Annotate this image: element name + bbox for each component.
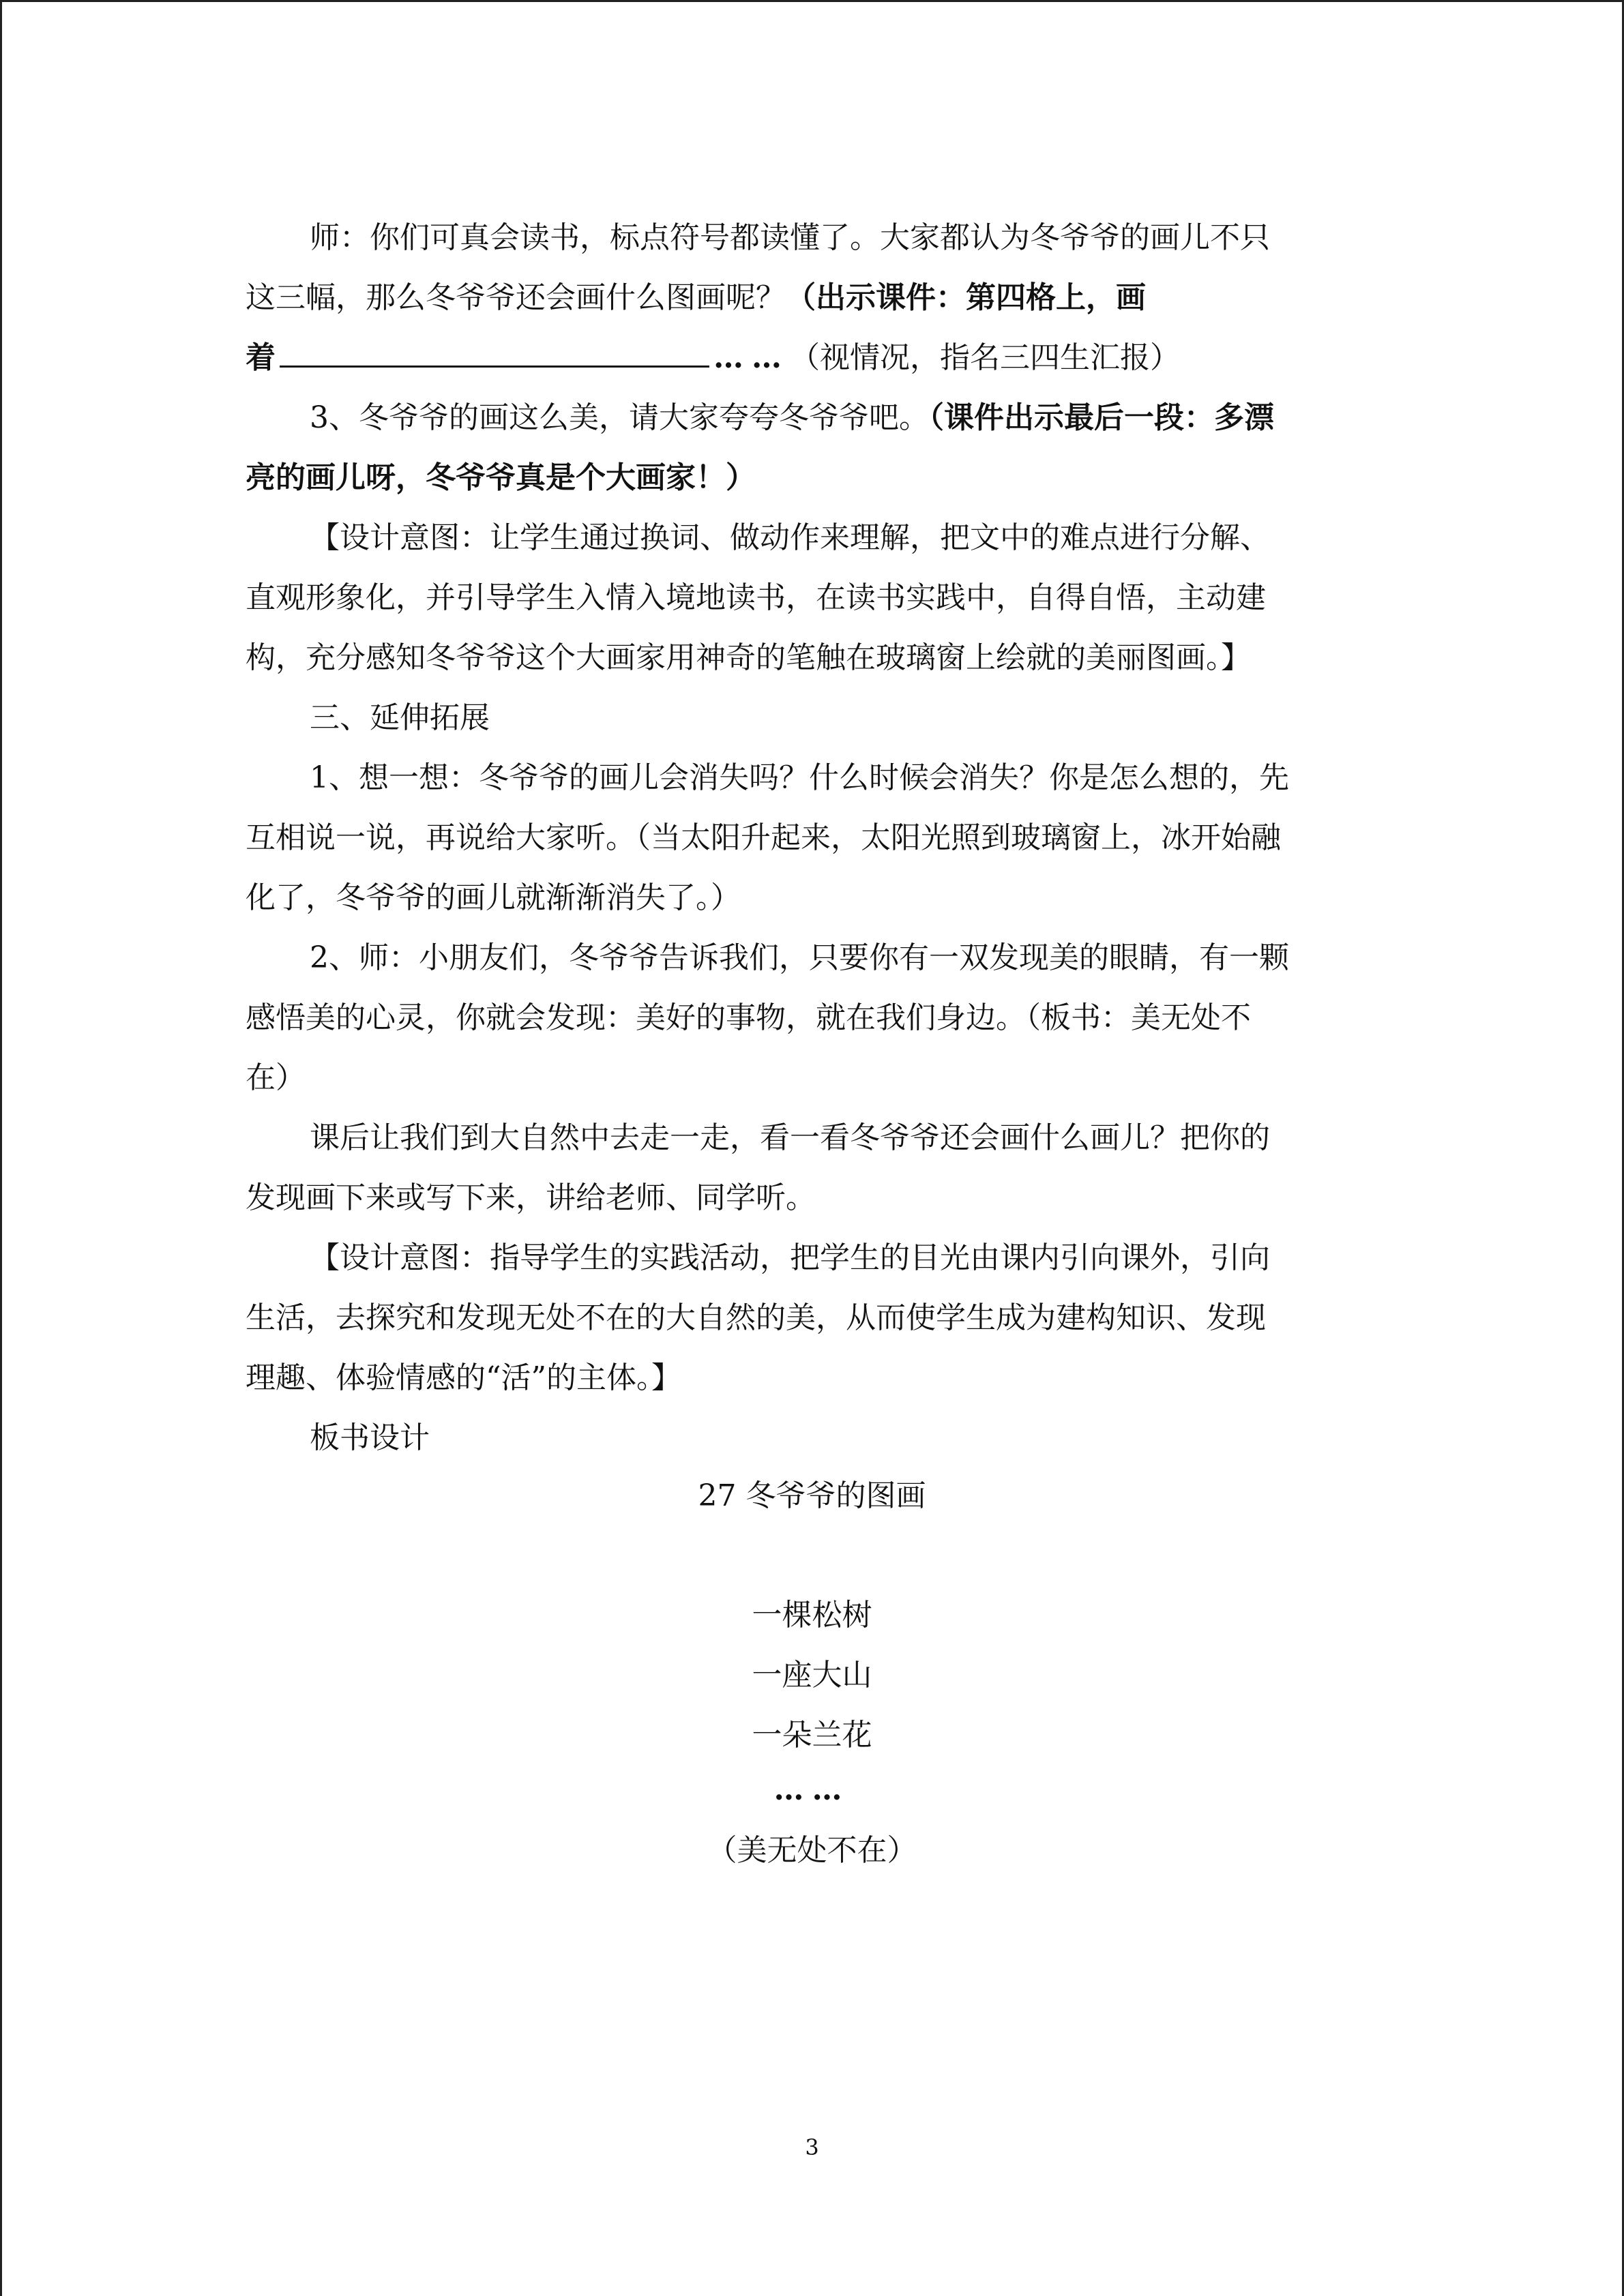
text: 三、延伸拓展 [310, 700, 490, 735]
paragraph-line [246, 268, 1378, 328]
text: 【设计意图：指导学生的实践活动，把学生的目光由课内引向课外，引向 [310, 1240, 1270, 1275]
text: 【设计意图：让学生通过换词、做动作来理解，把文中的难点进行分解、 [310, 520, 1270, 555]
paragraph-line [246, 1108, 1378, 1168]
paragraph-line [246, 808, 1378, 868]
board-title [0, 1466, 1624, 1526]
text: 生活，去探究和发现无处不在的大自然的美，从而使学生成为建构知识、发现 [246, 1300, 1266, 1335]
paragraph-line [246, 988, 1378, 1048]
paragraph-line [246, 208, 1378, 268]
board-ellipsis [0, 1760, 1624, 1820]
paragraph-line [246, 1348, 1378, 1408]
ellipsis: …… [713, 340, 790, 375]
text: 这三幅，那么冬爷爷还会画什么图画呢？ [246, 280, 786, 315]
bold-text: 亮的画儿呀，冬爷爷真是个大画家！） [246, 460, 756, 495]
text: …… [773, 1772, 851, 1807]
text: 板书设计 [310, 1420, 430, 1455]
text: 构，充分感知冬爷爷这个大画家用神奇的笔触在玻璃窗上绘就的美丽图画。】 [246, 640, 1251, 675]
paragraph-line [246, 748, 1378, 808]
board-footer [0, 1821, 1624, 1881]
paragraph-line [246, 448, 1378, 508]
paragraph-line [246, 1168, 1378, 1228]
text: 一朵兰花 [752, 1718, 872, 1753]
bold-text: （出示课件：第四格上，画 [786, 280, 1146, 315]
text: 一棵松树 [752, 1598, 872, 1632]
text: 在） [246, 1060, 306, 1095]
text: 发现画下来或写下来，讲给老师、同学听。 [246, 1180, 816, 1215]
paragraph-line [246, 1228, 1378, 1288]
board-item [0, 1585, 1624, 1645]
paragraph-line [246, 628, 1378, 688]
text: 感悟美的心灵，你就会发现：美好的事物，就在我们身边。（板书：美无处不 [246, 1000, 1251, 1035]
board-design-heading [246, 1408, 1378, 1468]
fill-in-blank [280, 338, 709, 368]
board-item [0, 1645, 1624, 1705]
page-number: 3 [805, 2134, 819, 2160]
text: 直观形象化，并引导学生入情入境地读书，在读书实践中，自得自悟，主动建 [246, 580, 1266, 615]
bold-text: （课件出示最后一段：多漂 [929, 400, 1274, 435]
paragraph-line [246, 1048, 1378, 1108]
text: 3、冬爷爷的画这么美，请大家夸夸冬爷爷吧。 [310, 400, 929, 435]
text: 化了，冬爷爷的画儿就渐渐消失了。） [246, 880, 741, 915]
document-body [246, 208, 1378, 1468]
paragraph-line [246, 868, 1378, 928]
text: 2、师：小朋友们，冬爷爷告诉我们，只要你有一双发现美的眼睛，有一颗 [310, 940, 1289, 975]
paragraph-line [246, 568, 1378, 628]
text: 课后让我们到大自然中去走一走，看一看冬爷爷还会画什么画儿？把你的 [310, 1120, 1270, 1155]
text: （视情况，指名三四生汇报） [790, 340, 1180, 375]
text: 一座大山 [752, 1658, 872, 1693]
paragraph-line [246, 328, 1378, 388]
text: 1、想一想：冬爷爷的画儿会消失吗？什么时候会消失？你是怎么想的，先 [310, 760, 1289, 795]
text: 理趣、体验情感的“活”的主体。】 [246, 1360, 681, 1395]
paragraph-line [246, 388, 1378, 448]
bold-text: 着 [246, 340, 276, 375]
text: 师：你们可真会读书，标点符号都读懂了。大家都认为冬爷爷的画儿不只 [310, 220, 1270, 255]
text: （美无处不在） [707, 1833, 917, 1868]
section-heading [246, 688, 1378, 748]
paragraph-line [246, 1288, 1378, 1348]
paragraph-line [246, 508, 1378, 568]
text: 互相说一说，再说给大家听。（当太阳升起来，太阳光照到玻璃窗上，冰开始融 [246, 820, 1281, 855]
board-item [0, 1705, 1624, 1765]
text: 27 冬爷爷的图画 [698, 1478, 926, 1513]
paragraph-line [246, 928, 1378, 988]
